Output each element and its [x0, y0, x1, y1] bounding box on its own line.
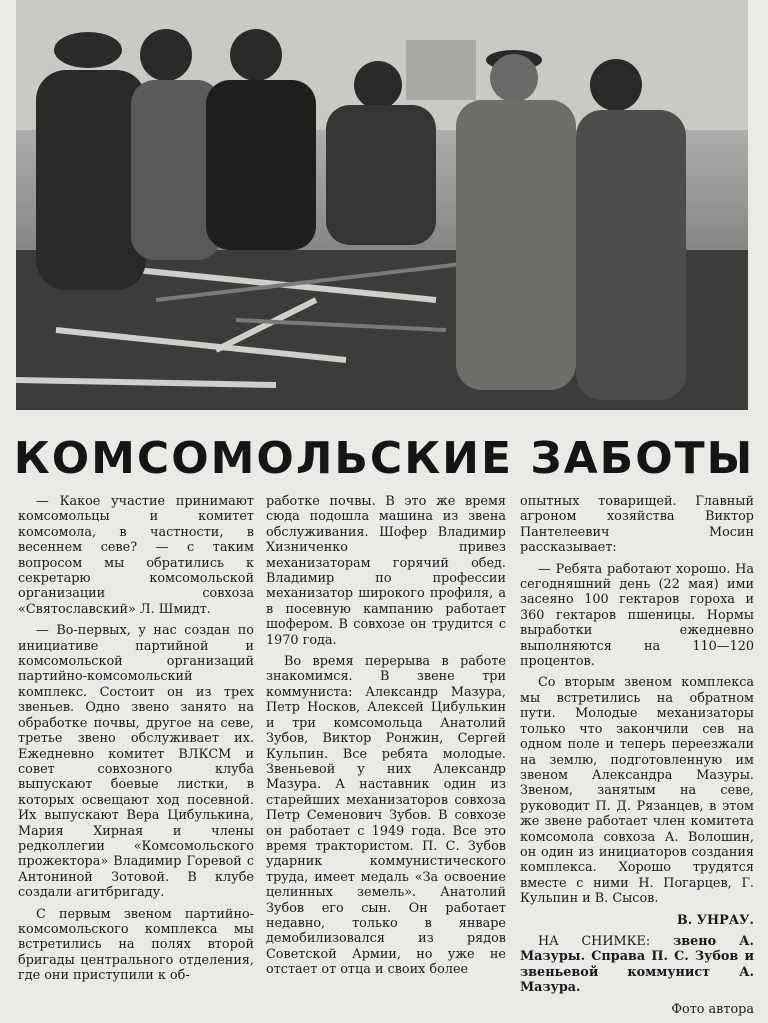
paragraph: С первым звеном партийно-комсомольского комплекса мы встретились на полях второй бригады центрального отделения, где они приступили к об- — [18, 906, 254, 984]
paragraph: — Ребята работают хорошо. На сегодняшний день (22 мая) ими засеяно 100 гектаров гороха и 360 гектаров пшеницы. Нормы выработки ежедневно выполняются на 110—120 процентов. — [520, 561, 754, 670]
column-1 — [18, 494, 254, 990]
photo-caption — [520, 934, 754, 996]
paragraph: — Во-первых, у нас создан по инициативе партийной и комсомольской организаций партийно-комсомольский комплекс. Состоит он из трех звеньев. Одно звено занято на обработке почвы, другое на севе, третье звено обслуживает их. Ежедневно комитет ВЛКСМ и совет совхозного клуба выпускают боевые листки, в которых освещают ход посевной. Их выпускают Вера Цибулькина, Мария Хирная и члены редколлегии «Комсомольского прожектора» Владимир Горевой с Антониной Зотовой. В клубе создали агитбригаду. — [18, 623, 254, 901]
headline: КОМСОМОЛЬСКИЕ ЗАБОТЫ — [13, 433, 755, 484]
paragraph: Со вторым звеном комплекса мы встретились на обратном пути. Молодые механизаторы только что закончили сев на одном поле и теперь переезжали на землю, подготовленную им звеном Александра Мазуры. Звеном, занятым на севе, руководит П. Д. Рязанцев, в этом же звене работает член комитета комсомола совхоза А. Волошин, он один из инициаторов создания комплекса. Хорошо трудятся вместе с ними Н. Погарцев, Г. Кульпин и В. Сысов. — [520, 675, 754, 907]
author-signature: В. УНРАУ. — [676, 912, 754, 928]
caption-label: НА СНИМКЕ: — [538, 933, 651, 949]
paragraph: Во время перерыва в работе знакомимся. В звене три коммуниста: Александр Мазура, Петр Носков, Алексей Цибулькин и три комсомольца Анатолий Зубов, Виктор Ронжин, Сергей Кульпин. Все ребята молодые. Звеньевой у них Александр Мазура. А наставник один из старейших механизаторов совхоза Петр Семенович Зубов. В совхозе он работает с 1949 года. Все это время трактористом. П. С. Зубов ударник коммунистического труда, имеет медаль «За освоение целинных земель». Анатолий Зубов его сын. Он работает недавно, только в январе демобилизовался из рядов Советской Армии, но уже не отстает от отца и своих более — [266, 654, 506, 978]
column-2 — [266, 494, 506, 984]
caption-text: звено А. Мазуры. Справа П. С. Зубов и звеньевой коммунист А. Мазура. — [520, 933, 754, 996]
group-photo — [16, 0, 748, 410]
photo-credit: Фото автора — [671, 1001, 754, 1017]
group-photo-drawing — [16, 0, 748, 410]
paragraph: опытных товарищей. Главный агроном хозяйства Виктор Пантелеевич Мосин рассказывает: — [520, 494, 754, 556]
paragraph: работке почвы. В это же время сюда подошла машина из звена обслуживания. Шофер Владимир Хизниченко привез механизаторам горячий обед. Владимир по профессии механизатор широкого профиля, а в посевную кампанию работает шофером. В совхозе он трудится с 1970 года. — [266, 494, 506, 648]
column-3 — [520, 494, 754, 1023]
paragraph: — Какое участие принимают комсомольцы и комитет комсомола, в частности, в весеннем севе? — с таким вопросом мы обратились к секретарю комсомольской организации совхоза «Святославский» Л. Шмидт. — [18, 494, 254, 617]
